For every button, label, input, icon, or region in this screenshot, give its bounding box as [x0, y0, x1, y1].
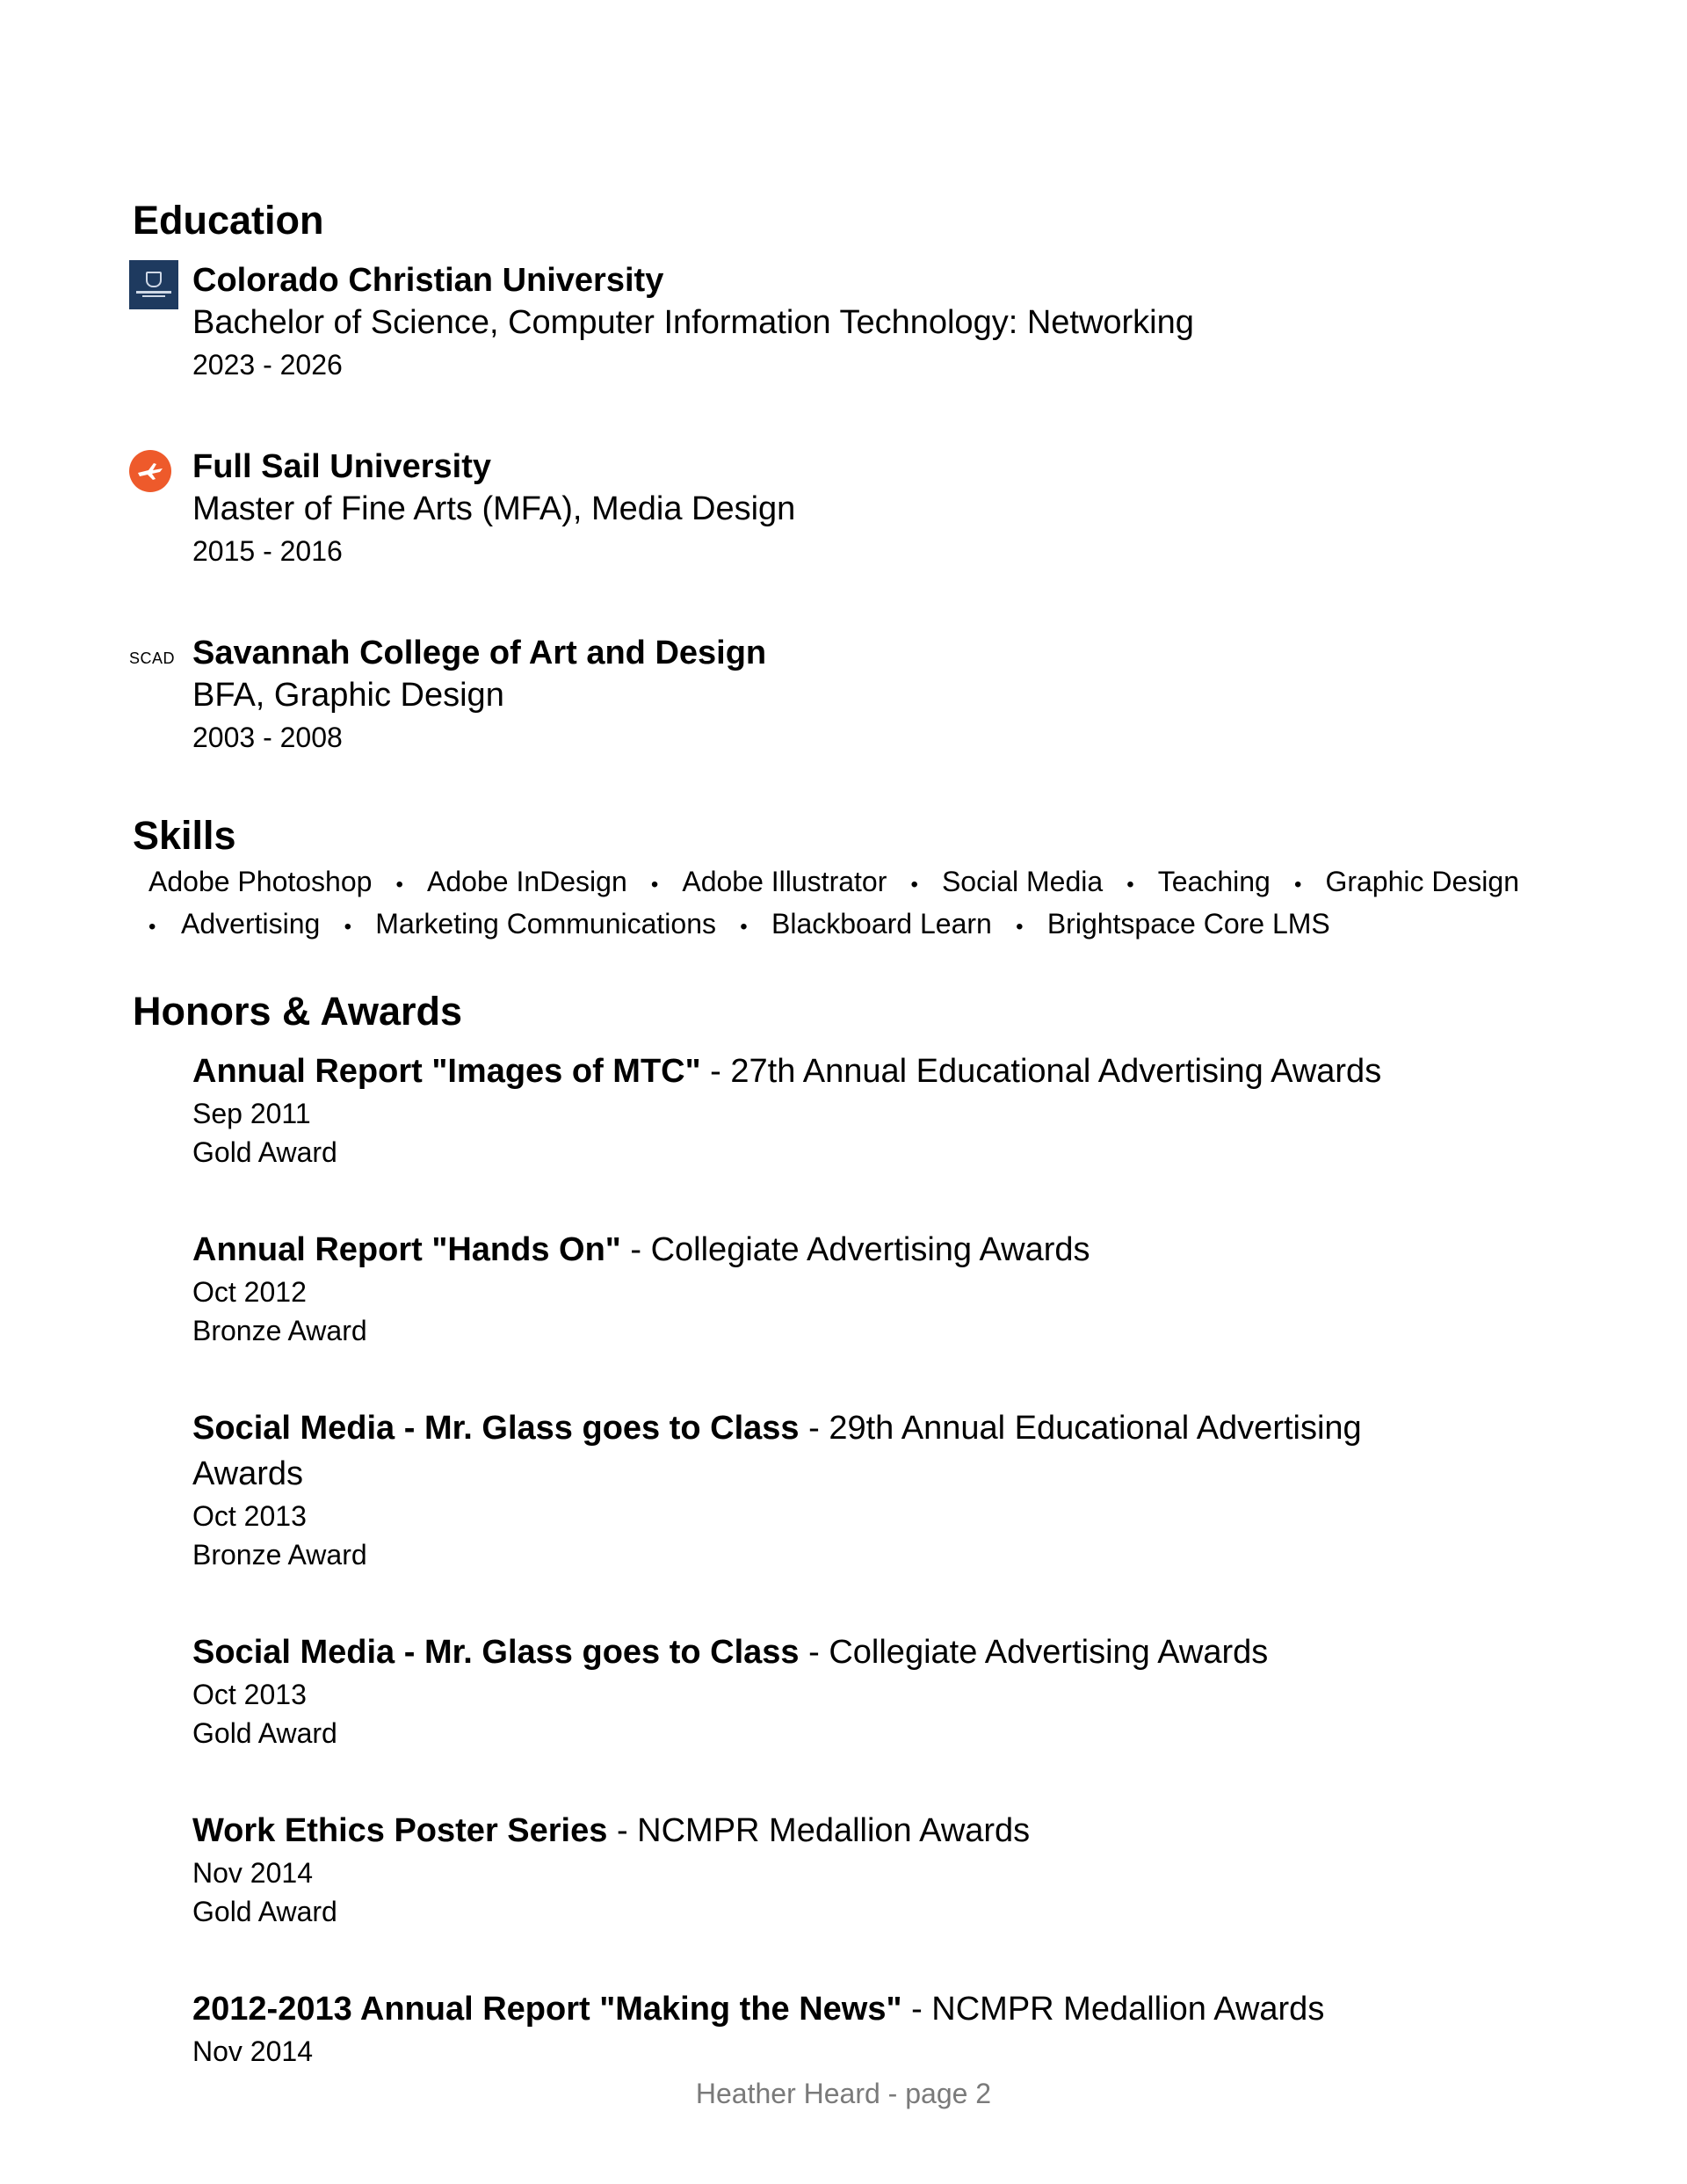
award-date: Nov 2014 [192, 1857, 313, 1889]
award-level: Bronze Award [192, 1315, 367, 1346]
skill-item: Adobe Photoshop [148, 866, 373, 897]
school-name: Savannah College of Art and Design [192, 635, 767, 671]
skill-item: Blackboard Learn [771, 908, 992, 940]
bullet-separator: • [1016, 915, 1024, 939]
award-title: Social Media - Mr. Glass goes to Class [192, 1410, 800, 1447]
skills-heading: Skills [133, 813, 236, 858]
award-title-line [192, 1808, 1440, 1854]
award-title-line [192, 1227, 1440, 1273]
skills-line [148, 904, 1519, 947]
award-level: Gold Award [192, 1717, 337, 1749]
award-title-line [192, 1986, 1440, 2032]
skill-item: Adobe InDesign [427, 866, 627, 897]
bullet-separator: • [910, 873, 918, 896]
award-level: Gold Award [192, 1136, 337, 1168]
skills-list [148, 862, 1519, 947]
dates: 2003 - 2008 [192, 722, 343, 753]
award-level: Bronze Award [192, 1539, 367, 1571]
award-issuer: - Collegiate Advertising Awards [620, 1231, 1090, 1268]
dates: 2015 - 2016 [192, 535, 343, 567]
award-issuer: - NCMPR Medallion Awards [901, 1991, 1325, 2028]
bullet-separator: • [740, 915, 748, 939]
award-date: Oct 2012 [192, 1276, 307, 1308]
education-entry [192, 446, 795, 571]
skill-item: Teaching [1157, 866, 1271, 897]
award-issuer: - 27th Annual Educational Advertising Awards [700, 1053, 1382, 1090]
honors-awards-heading: Honors & Awards [133, 989, 463, 1034]
award-date: Oct 2013 [192, 1679, 307, 1710]
degree: BFA, Graphic Design [192, 677, 504, 714]
education-heading: Education [133, 198, 324, 243]
scad-logo-icon: SCAD [129, 649, 176, 667]
bullet-separator: • [344, 915, 351, 939]
award-title-line [192, 1048, 1440, 1094]
page-footer: Heather Heard - page 2 [695, 2078, 992, 2109]
dates: 2023 - 2026 [192, 349, 343, 381]
award-issuer: - 29th Annual Educational Advertising Awards [192, 1410, 1362, 1492]
award-entry [192, 1808, 1440, 1931]
school-name: Full Sail University [192, 448, 491, 485]
award-entry [192, 1986, 1440, 2071]
bullet-separator: • [650, 873, 659, 896]
education-entry [192, 633, 766, 758]
award-issuer: - NCMPR Medallion Awards [607, 1812, 1031, 1849]
award-date: Sep 2011 [192, 1098, 311, 1129]
education-entry [192, 260, 1194, 385]
award-level: Gold Award [192, 1896, 337, 1927]
award-entry [192, 1048, 1440, 1172]
skill-item: Adobe Illustrator [682, 866, 887, 897]
award-date: Nov 2014 [192, 2035, 313, 2067]
skill-item: Advertising [181, 908, 321, 940]
award-title-line [192, 1629, 1440, 1675]
award-title: 2012-2013 Annual Report "Making the News" [192, 1991, 902, 2028]
degree: Master of Fine Arts (MFA), Media Design [192, 490, 796, 527]
award-date: Oct 2013 [192, 1500, 307, 1532]
degree: Bachelor of Science, Computer Information Technology: Networking [192, 304, 1194, 341]
full-sail-university-logo-icon [129, 450, 171, 492]
award-entry [192, 1629, 1440, 1752]
bullet-separator: • [1126, 873, 1134, 896]
award-title: Annual Report "Images of MTC" [192, 1053, 701, 1090]
skill-item: Graphic Design [1325, 866, 1519, 897]
skill-item: Brightspace Core LMS [1046, 908, 1330, 940]
skill-item: Social Media [941, 866, 1104, 897]
skill-item: Marketing Communications [375, 908, 716, 940]
award-issuer: - Collegiate Advertising Awards [799, 1634, 1269, 1671]
colorado-christian-university-logo-icon [129, 260, 178, 309]
school-name: Colorado Christian University [192, 262, 664, 299]
award-title: Work Ethics Poster Series [192, 1812, 608, 1849]
award-entry [192, 1227, 1440, 1350]
award-title: Annual Report "Hands On" [192, 1231, 621, 1268]
skills-line [148, 862, 1519, 904]
award-title-line [192, 1405, 1440, 1497]
bullet-separator: • [148, 915, 156, 939]
award-entry [192, 1405, 1440, 1574]
bullet-separator: • [1293, 873, 1302, 896]
bullet-separator: • [395, 873, 403, 896]
award-title: Social Media - Mr. Glass goes to Class [192, 1634, 800, 1671]
